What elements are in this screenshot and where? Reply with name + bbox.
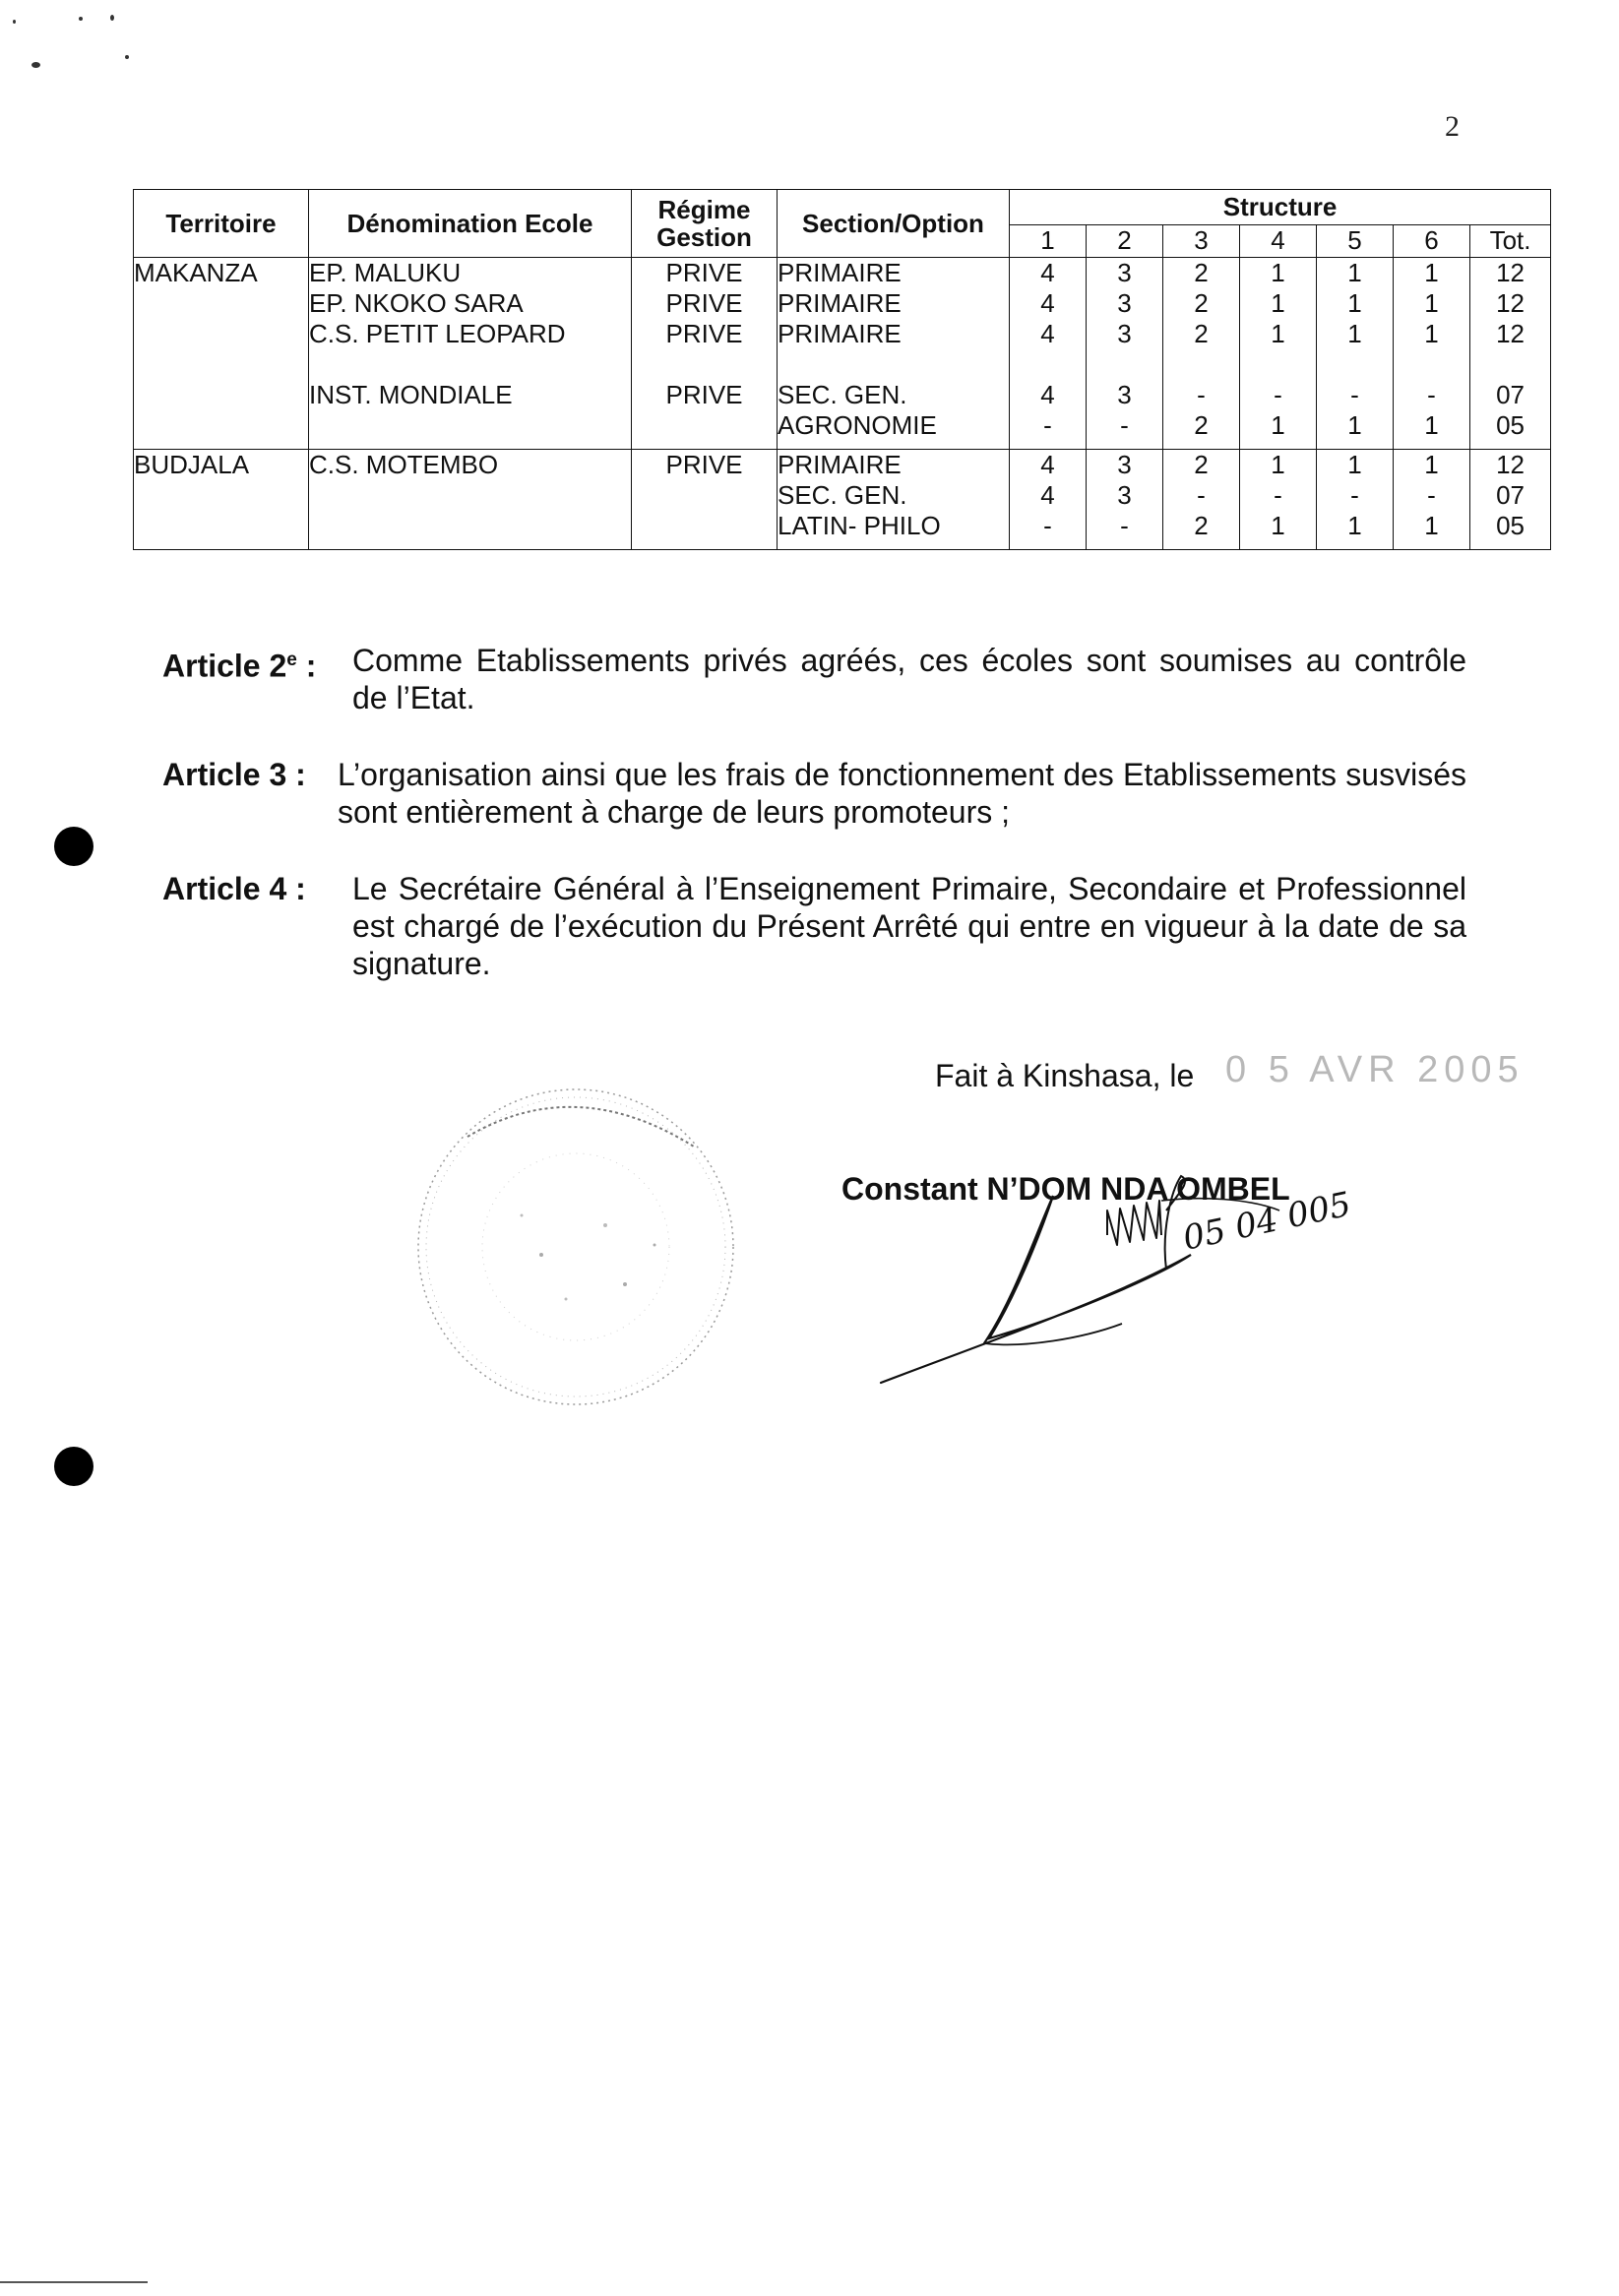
cell-sections <box>778 450 1010 550</box>
count-value: 3 <box>1117 380 1132 409</box>
cell-col-2 <box>1087 258 1163 450</box>
cell-col-5 <box>1317 258 1394 450</box>
cell-col-3 <box>1163 450 1240 550</box>
total-value: 07 <box>1496 480 1525 510</box>
count-value: - <box>1427 480 1436 510</box>
count-value: - <box>1197 480 1206 510</box>
count-value: 2 <box>1194 450 1209 479</box>
count-value: 2 <box>1194 319 1209 348</box>
cell-col-1 <box>1010 258 1087 450</box>
ecole-name: INST. MONDIALE <box>309 380 513 409</box>
ecole-name <box>309 511 631 541</box>
article-label: Article 3 : <box>162 757 306 792</box>
count-value: 1 <box>1424 288 1439 318</box>
count-value: 1 <box>1347 258 1362 287</box>
place-date: Fait à Kinshasa, le <box>935 1058 1195 1093</box>
count-value: 1 <box>1347 511 1362 540</box>
regime-value: PRIVE <box>665 319 743 348</box>
count-value: - <box>1120 511 1129 540</box>
page-number: 2 <box>1445 110 1460 143</box>
count-value: 4 <box>1040 258 1055 287</box>
count-value: 4 <box>1040 380 1055 409</box>
count-value: 2 <box>1194 258 1209 287</box>
header-structure: Structure <box>1010 190 1551 225</box>
official-seal <box>408 1078 743 1417</box>
total-value: 05 <box>1496 410 1525 440</box>
count-value: 2 <box>1194 511 1209 540</box>
total-value: 07 <box>1496 380 1525 409</box>
count-value: 1 <box>1424 450 1439 479</box>
cell-col-4 <box>1240 258 1317 450</box>
section-value: SEC. GEN. <box>778 380 907 409</box>
school-structure-table <box>133 189 1551 550</box>
count-value: 3 <box>1117 258 1132 287</box>
header-territoire: Territoire <box>134 190 309 258</box>
date-stamp: 0 5 AVR 2005 <box>1225 1049 1525 1090</box>
count-value: - <box>1274 380 1282 409</box>
cell-col-3 <box>1163 258 1240 450</box>
cell-ecoles <box>309 258 632 450</box>
count-value: 4 <box>1040 480 1055 510</box>
scan-speck <box>13 20 16 24</box>
count-value: 1 <box>1424 410 1439 440</box>
regime-value <box>632 410 777 441</box>
count-value: 1 <box>1271 258 1285 287</box>
article-text: Comme Etablissements privés agréés, ces écoles sont soumises au contrôle de l’Etat. <box>352 643 1466 715</box>
count-value: 1 <box>1271 511 1285 540</box>
cell-sections <box>778 258 1010 450</box>
scan-speck <box>110 15 114 21</box>
count-value: 2 <box>1194 410 1209 440</box>
ecole-name: EP. MALUKU <box>309 258 462 287</box>
count-value: 1 <box>1271 288 1285 318</box>
count-value: 3 <box>1117 288 1132 318</box>
regime-value <box>632 480 777 511</box>
regime-value <box>632 511 777 541</box>
section-value: LATIN- PHILO <box>778 511 941 540</box>
svg-text:05 04 005: 05 04 005 <box>1179 1184 1355 1259</box>
cell-col-5 <box>1317 450 1394 550</box>
count-value: - <box>1274 480 1282 510</box>
count-value: 3 <box>1117 450 1132 479</box>
total-value: 05 <box>1496 511 1525 540</box>
cell-territoire <box>134 450 309 550</box>
count-value: 1 <box>1424 258 1439 287</box>
cell-col-1 <box>1010 450 1087 550</box>
header-col-6: 6 <box>1394 224 1470 257</box>
count-value: 1 <box>1271 319 1285 348</box>
section-value: PRIMAIRE <box>778 450 902 479</box>
table-row-budjala <box>134 450 1551 550</box>
footer-rule <box>0 2281 148 2283</box>
header-col-3: 3 <box>1163 224 1240 257</box>
article-4 <box>162 870 1466 988</box>
count-value: 3 <box>1117 319 1132 348</box>
header-col-5: 5 <box>1317 224 1394 257</box>
count-value: 1 <box>1271 450 1285 479</box>
count-value: - <box>1197 380 1206 409</box>
count-value: 2 <box>1194 288 1209 318</box>
cell-col-6 <box>1394 258 1470 450</box>
header-col-1: 1 <box>1010 224 1087 257</box>
count-value: 1 <box>1424 319 1439 348</box>
count-value: 1 <box>1347 450 1362 479</box>
section-value: AGRONOMIE <box>778 410 937 440</box>
count-value: - <box>1043 511 1052 540</box>
count-value: - <box>1350 380 1359 409</box>
count-value: 4 <box>1040 450 1055 479</box>
handwritten-signature <box>866 1151 1378 1397</box>
count-value: 1 <box>1347 410 1362 440</box>
total-value: 12 <box>1496 258 1525 287</box>
regime-value: PRIVE <box>665 258 743 287</box>
regime-value: PRIVE <box>665 380 743 409</box>
article-2 <box>162 642 1466 720</box>
ecole-name <box>309 480 631 511</box>
section-value: PRIMAIRE <box>778 319 902 348</box>
cell-col-2 <box>1087 450 1163 550</box>
signatory-name: Constant N’DOM NDA OMBEL <box>841 1171 1290 1207</box>
section-value: PRIMAIRE <box>778 258 902 287</box>
article-text: L’organisation ainsi que les frais de fonctionnement des Etablissements susvisés sont entièrement à charge de leurs promoteurs ; <box>338 757 1466 830</box>
count-value: 1 <box>1271 410 1285 440</box>
total-value: 12 <box>1496 288 1525 318</box>
regime-value: PRIVE <box>665 288 743 318</box>
count-value: 1 <box>1347 319 1362 348</box>
total-value: 12 <box>1496 450 1525 479</box>
territoire-name: BUDJALA <box>134 450 250 479</box>
ecole-name <box>309 410 631 441</box>
cell-regimes <box>632 258 778 450</box>
scan-speck <box>31 62 40 68</box>
article-label: Article 2e : <box>162 648 317 684</box>
scan-speck <box>125 55 129 59</box>
ecole-name: EP. NKOKO SARA <box>309 288 524 318</box>
cell-territoire <box>134 258 309 450</box>
table-row-makanza <box>134 258 1551 450</box>
header-denomination: Dénomination Ecole <box>309 190 632 258</box>
article-label: Article 4 : <box>162 871 306 906</box>
header-col-4: 4 <box>1240 224 1317 257</box>
count-value: - <box>1350 480 1359 510</box>
count-value: 1 <box>1424 511 1439 540</box>
cell-col-6 <box>1394 450 1470 550</box>
count-value: - <box>1120 410 1129 440</box>
count-value: 4 <box>1040 288 1055 318</box>
binder-hole-mark <box>54 827 93 866</box>
cell-col-total <box>1470 450 1551 550</box>
count-value: 4 <box>1040 319 1055 348</box>
binder-hole-mark <box>54 1447 93 1486</box>
cell-regimes <box>632 450 778 550</box>
header-col-total: Tot. <box>1470 224 1551 257</box>
count-value: 1 <box>1347 288 1362 318</box>
article-3 <box>162 756 1466 835</box>
section-value: SEC. GEN. <box>778 480 907 510</box>
territoire-name: MAKANZA <box>134 258 258 287</box>
article-text: Le Secrétaire Général à l’Enseignement Primaire, Secondaire et Professionnel est chargé de l’exécution du Présent Arrêté qui entre en vigueur à la date de sa signature. <box>352 871 1466 981</box>
header-col-2: 2 <box>1087 224 1163 257</box>
section-value: PRIMAIRE <box>778 288 902 318</box>
count-value: 3 <box>1117 480 1132 510</box>
scan-speck <box>79 17 83 21</box>
cell-col-total <box>1470 258 1551 450</box>
regime-value: PRIVE <box>665 450 743 479</box>
header-regime: Régime Gestion <box>632 190 778 258</box>
header-section: Section/Option <box>778 190 1010 258</box>
count-value: - <box>1043 410 1052 440</box>
total-value: 12 <box>1496 319 1525 348</box>
cell-ecoles <box>309 450 632 550</box>
cell-col-4 <box>1240 450 1317 550</box>
count-value: - <box>1427 380 1436 409</box>
ecole-name: C.S. PETIT LEOPARD <box>309 319 566 348</box>
ecole-name: C.S. MOTEMBO <box>309 450 499 479</box>
